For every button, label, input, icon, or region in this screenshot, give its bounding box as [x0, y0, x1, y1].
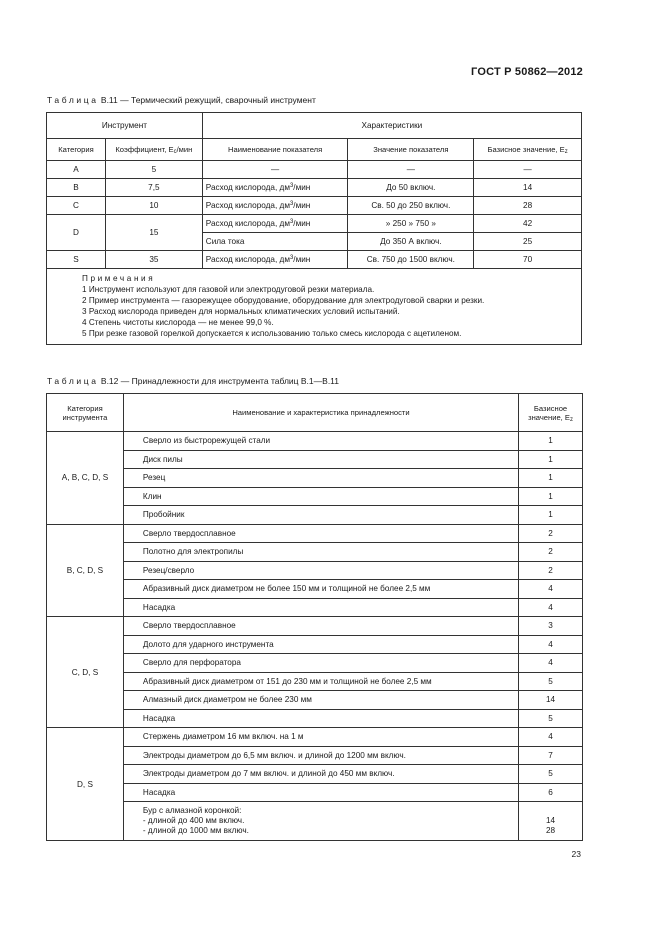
indicator-name-cell: —	[202, 161, 348, 179]
category-cell: C, D, S	[47, 617, 124, 728]
category-cell: S	[47, 251, 106, 269]
basic-value-cell: 5	[519, 765, 583, 784]
basic-value-cell: 2	[519, 524, 583, 543]
caption-text: В.12 — Принадлежности для инструмента таблиц В.1—В.11	[100, 376, 340, 386]
basic-value-cell: 1	[519, 450, 583, 469]
coefficient-cell: 10	[105, 197, 202, 215]
header-basic-value: Базисное значение, $E_z$	[519, 394, 583, 432]
accessory-name: Долото для ударного инструмента	[123, 635, 518, 654]
caption-word: Таблица	[47, 376, 99, 386]
basic-value-cell: 70	[474, 251, 582, 269]
indicator-name-cell: Расход кислорода, $дм^3$/мин	[202, 251, 348, 269]
accessory-name: Алмазный диск диаметром не более 230 мм	[123, 691, 518, 710]
table-row	[47, 487, 583, 506]
table-row	[47, 654, 583, 673]
indicator-name-cell: Сила тока	[202, 233, 348, 251]
indicator-name-cell: Расход кислорода, $дм^3$/мин	[202, 179, 348, 197]
indicator-value-cell: » 250 » 750 »	[348, 215, 474, 233]
basic-value-cell: 4	[519, 728, 583, 747]
accessory-name: Полотно для электропилы	[123, 543, 518, 562]
basic-value-cell: 2	[519, 543, 583, 562]
notes-title: Примечания	[82, 274, 156, 283]
accessory-name: Резец	[123, 469, 518, 488]
accessory-name: Бур с алмазной коронкой: - длиной до 400 мм включ. - длиной до 1000 мм включ.	[123, 802, 518, 841]
category-cell: B, C, D, S	[47, 524, 124, 617]
basic-value-cell: 42	[474, 215, 582, 233]
accessory-name: Резец/сверло	[123, 561, 518, 580]
header-indicator-value: Значение показателя	[348, 139, 474, 161]
coefficient-cell: 35	[105, 251, 202, 269]
header-basic-value: Базисное значение, $E_z$	[474, 139, 582, 161]
basic-value-cell: 1	[519, 506, 583, 525]
caption-text: В.11 — Термический режущий, сварочный инструмент	[100, 95, 316, 105]
table-subheader-row	[47, 139, 582, 161]
table-row	[47, 432, 583, 451]
table-b12	[46, 393, 583, 841]
notes-cell	[47, 269, 582, 345]
header-category: Категория инструмента	[47, 394, 124, 432]
basic-value-cell: 14 28	[519, 802, 583, 841]
basic-value-cell: 25	[474, 233, 582, 251]
table-b11-caption	[47, 95, 316, 105]
table-row	[47, 251, 582, 269]
basic-value-cell: 6	[519, 783, 583, 802]
header-coefficient: Коэффициент, $E_c$/мин	[105, 139, 202, 161]
coefficient-cell: 5	[105, 161, 202, 179]
table-row	[47, 746, 583, 765]
table-row	[47, 598, 583, 617]
basic-value-cell: 5	[519, 709, 583, 728]
category-cell: A	[47, 161, 106, 179]
note-item: 1 Инструмент используют для газовой или электродуговой резки материала.	[82, 285, 375, 294]
table-row	[47, 215, 582, 233]
indicator-value-cell: —	[348, 161, 474, 179]
accessory-name: Пробойник	[123, 506, 518, 525]
basic-value-cell: 1	[519, 487, 583, 506]
accessory-name: Абразивный диск диаметром не более 150 мм и толщиной не более 2,5 мм	[123, 580, 518, 599]
page-number: 23	[571, 849, 581, 859]
table-row	[47, 672, 583, 691]
accessory-name: Сверло из быстрорежущей стали	[123, 432, 518, 451]
table-row	[47, 617, 583, 636]
basic-value-cell: 14	[519, 691, 583, 710]
accessory-name: Насадка	[123, 709, 518, 728]
note-item: 3 Расход кислорода приведен для нормальных климатических условий испытаний.	[82, 307, 400, 316]
basic-value-cell: 5	[519, 672, 583, 691]
table-row	[47, 161, 582, 179]
basic-value-cell: 1	[519, 469, 583, 488]
basic-value-cell: 2	[519, 561, 583, 580]
accessory-name: Диск пилы	[123, 450, 518, 469]
accessory-name: Сверло для перфоратора	[123, 654, 518, 673]
table-row	[47, 450, 583, 469]
category-cell: B	[47, 179, 106, 197]
note-item: 5 При резке газовой горелкой допускается к использованию только смесь кислорода с ацетиленом.	[82, 329, 462, 338]
header-indicator-name: Наименование показателя	[202, 139, 348, 161]
basic-value-cell: 1	[519, 432, 583, 451]
table-row	[47, 783, 583, 802]
table-b11	[46, 112, 582, 345]
table-row	[47, 802, 583, 841]
indicator-value-cell: Св. 50 до 250 включ.	[348, 197, 474, 215]
accessory-name: Электроды диаметром до 6,5 мм включ. и длиной до 1200 мм включ.	[123, 746, 518, 765]
accessory-name: Насадка	[123, 598, 518, 617]
table-row	[47, 197, 582, 215]
notes-row	[47, 269, 582, 345]
accessory-name: Электроды диаметром до 7 мм включ. и длиной до 450 мм включ.	[123, 765, 518, 784]
table-row	[47, 691, 583, 710]
header-instrument: Инструмент	[47, 113, 203, 139]
table-row	[47, 179, 582, 197]
caption-word: Таблица	[47, 95, 99, 105]
basic-value-cell: 4	[519, 598, 583, 617]
basic-value-cell: 4	[519, 635, 583, 654]
table-row	[47, 580, 583, 599]
table-row	[47, 561, 583, 580]
note-item: 4 Степень чистоты кислорода — не менее 99,0 %.	[82, 318, 274, 327]
accessory-name: Насадка	[123, 783, 518, 802]
basic-value-cell: 4	[519, 580, 583, 599]
accessory-name: Сверло твердосплавное	[123, 524, 518, 543]
header-category: Категория	[47, 139, 106, 161]
table-row	[47, 635, 583, 654]
basic-value-cell: 28	[474, 197, 582, 215]
table-row	[47, 543, 583, 562]
category-cell: A, B, C, D, S	[47, 432, 124, 525]
header-name: Наименование и характеристика принадлежности	[123, 394, 518, 432]
basic-value-cell: 7	[519, 746, 583, 765]
table-row	[47, 709, 583, 728]
coefficient-cell: 7,5	[105, 179, 202, 197]
accessory-name: Абразивный диск диаметром от 151 до 230 мм и толщиной не более 2,5 мм	[123, 672, 518, 691]
standard-designation: ГОСТ Р 50862—2012	[471, 66, 583, 78]
category-cell: D	[47, 215, 106, 251]
accessory-name: Сверло твердосплавное	[123, 617, 518, 636]
table-row	[47, 728, 583, 747]
accessory-name: Стержень диаметром 16 мм включ. на 1 м	[123, 728, 518, 747]
category-cell: C	[47, 197, 106, 215]
coefficient-cell: 15	[105, 215, 202, 251]
indicator-value-cell: До 350 А включ.	[348, 233, 474, 251]
indicator-name-cell: Расход кислорода, $дм^3$/мин	[202, 215, 348, 233]
basic-value-cell: 3	[519, 617, 583, 636]
table-row	[47, 469, 583, 488]
basic-value-cell: —	[474, 161, 582, 179]
table-row	[47, 765, 583, 784]
table-header-row	[47, 394, 583, 432]
table-header-row	[47, 113, 582, 139]
table-row	[47, 506, 583, 525]
basic-value-cell: 4	[519, 654, 583, 673]
indicator-value-cell: До 50 включ.	[348, 179, 474, 197]
basic-value-cell: 14	[474, 179, 582, 197]
table-row	[47, 524, 583, 543]
accessory-name: Клин	[123, 487, 518, 506]
note-item: 2 Пример инструмента — газорежущее оборудование, оборудование для электродуговой сварки и резки.	[82, 296, 485, 305]
header-characteristics: Характеристики	[202, 113, 581, 139]
indicator-name-cell: Расход кислорода, $дм^3$/мин	[202, 197, 348, 215]
category-cell: D, S	[47, 728, 124, 841]
table-b12-caption	[47, 376, 339, 386]
indicator-value-cell: Св. 750 до 1500 включ.	[348, 251, 474, 269]
